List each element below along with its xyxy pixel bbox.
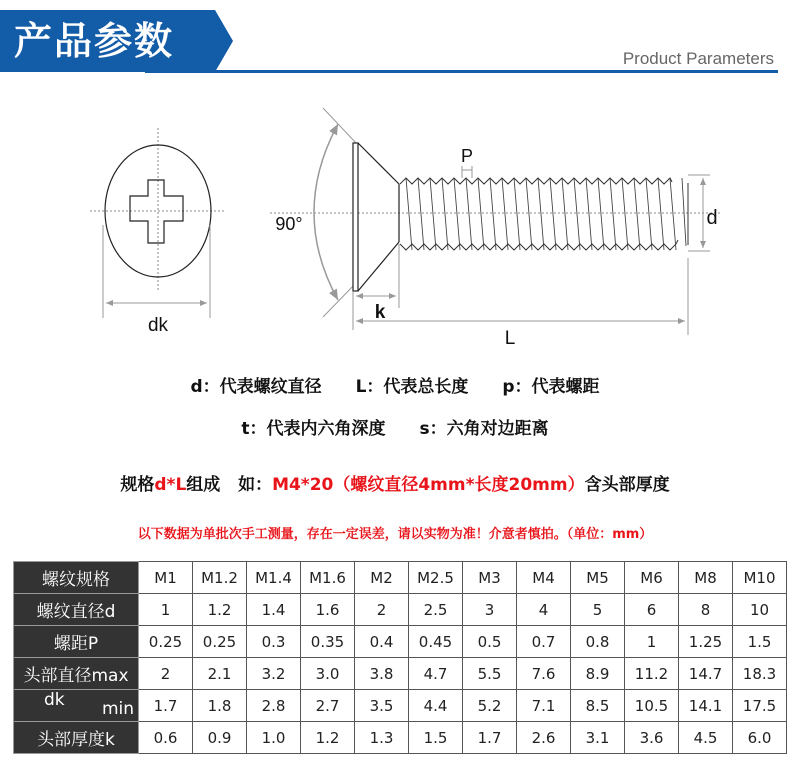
table-cell: 1.2 (301, 722, 355, 754)
table-cell: 1.2 (193, 594, 247, 626)
measurement-disclaimer: 以下数据为单批次手工测量，存在一定误差，请以实物为准！介意者慎拍。（单位：mm） (137, 527, 653, 542)
row-header: 螺纹规格 (14, 562, 139, 594)
table-cell: 2.7 (301, 690, 355, 722)
table-cell: 8.5 (571, 690, 625, 722)
spec-suffix: 组成 (186, 475, 221, 495)
table-row (14, 722, 787, 754)
table-cell: 0.6 (139, 722, 193, 754)
section-title: 产品参数 (14, 19, 175, 63)
spec-example-value: M4*20（螺纹直径4mm*长度20mm） (272, 475, 585, 495)
table-cell: M1.6 (301, 562, 355, 594)
table-cell: M1.4 (247, 562, 301, 594)
table-cell: 0.9 (193, 722, 247, 754)
table-cell: 18.3 (733, 658, 787, 690)
table-cell: M1.2 (193, 562, 247, 594)
legend-line-1 (0, 372, 790, 397)
table-cell: 0.35 (301, 626, 355, 658)
section-banner (0, 10, 230, 72)
spec-trailing: 含头部厚度 (584, 475, 670, 495)
table-cell: M2.5 (409, 562, 463, 594)
table-cell: 4.5 (679, 722, 733, 754)
table-cell: 1.5 (733, 626, 787, 658)
table-cell: 1.5 (409, 722, 463, 754)
table-cell: 7.6 (517, 658, 571, 690)
table-cell: 14.1 (679, 690, 733, 722)
legend-s: s：六角对边距离 (419, 419, 549, 439)
table-cell: M5 (571, 562, 625, 594)
angle-label: 90° (275, 214, 303, 234)
spec-formula: d*L (154, 475, 187, 495)
table-cell: 1.7 (139, 690, 193, 722)
spec-table (13, 561, 787, 754)
diameter-label: d (706, 207, 718, 229)
table-cell: 11.2 (625, 658, 679, 690)
screw-side-view (270, 108, 720, 335)
pitch-label: P (460, 146, 474, 166)
legend-line-2 (0, 414, 790, 439)
table-cell: M3 (463, 562, 517, 594)
table-cell: 0.25 (139, 626, 193, 658)
table-cell: M1 (139, 562, 193, 594)
screw-dimension-diagram (0, 95, 790, 360)
head-thickness-label: k (374, 302, 386, 323)
table-cell: 0.3 (247, 626, 301, 658)
table-cell: M6 (625, 562, 679, 594)
table-cell: 0.7 (517, 626, 571, 658)
table-cell: 1.25 (679, 626, 733, 658)
row-header: 螺距P (14, 626, 139, 658)
table-cell: 5.5 (463, 658, 517, 690)
table-cell: 1.3 (355, 722, 409, 754)
table-cell: 2.1 (193, 658, 247, 690)
table-cell: 2.6 (517, 722, 571, 754)
table-cell: M2 (355, 562, 409, 594)
table-row (14, 594, 787, 626)
table-cell: 0.45 (409, 626, 463, 658)
header-divider (145, 70, 778, 73)
table-cell: 17.5 (733, 690, 787, 722)
table-cell: 8 (679, 594, 733, 626)
table-row (14, 626, 787, 658)
table-cell: 2.8 (247, 690, 301, 722)
table-cell: 5 (571, 594, 625, 626)
row-header (14, 690, 139, 722)
table-cell: 3.2 (247, 658, 301, 690)
row-header: 螺纹直径d (14, 594, 139, 626)
spec-prefix: 规格 (120, 475, 155, 495)
table-cell: 1 (625, 626, 679, 658)
table-cell: 3.1 (571, 722, 625, 754)
table-row (14, 658, 787, 690)
legend-d: d：代表螺纹直径 (190, 377, 322, 397)
table-cell: 7.1 (517, 690, 571, 722)
head-top-view (90, 128, 225, 318)
table-cell: 3.8 (355, 658, 409, 690)
legend-L: L：代表总长度 (355, 377, 469, 397)
table-cell: M4 (517, 562, 571, 594)
table-cell: 3.6 (625, 722, 679, 754)
length-label: L (504, 328, 516, 349)
legend-p: p：代表螺距 (502, 377, 600, 397)
dk-label: dk (147, 315, 169, 336)
table-cell: 3.5 (355, 690, 409, 722)
table-cell: 0.25 (193, 626, 247, 658)
table-cell: 0.8 (571, 626, 625, 658)
table-cell: 8.9 (571, 658, 625, 690)
table-cell: 1.8 (193, 690, 247, 722)
table-cell: 6.0 (733, 722, 787, 754)
table-cell: 3 (463, 594, 517, 626)
table-cell: 10 (733, 594, 787, 626)
table-cell: 4 (517, 594, 571, 626)
table-cell: 10.5 (625, 690, 679, 722)
table-cell: 1 (139, 594, 193, 626)
section-subtitle: Product Parameters (622, 49, 774, 68)
table-cell: M10 (733, 562, 787, 594)
table-cell: 5.2 (463, 690, 517, 722)
table-cell: 2 (355, 594, 409, 626)
table-cell: 1.0 (247, 722, 301, 754)
table-cell: 14.7 (679, 658, 733, 690)
table-cell: 3.0 (301, 658, 355, 690)
table-cell: 0.5 (463, 626, 517, 658)
row-header-secondary: min (101, 699, 134, 719)
table-cell: M8 (679, 562, 733, 594)
legend-t: t：代表内六角深度 (241, 419, 386, 439)
table-cell: 1.6 (301, 594, 355, 626)
table-row (14, 690, 787, 722)
table-cell: 4.7 (409, 658, 463, 690)
row-header-primary: dk (44, 690, 65, 710)
table-cell: 1.7 (463, 722, 517, 754)
spec-format-line (0, 470, 790, 495)
row-header: 头部直径max (14, 658, 139, 690)
table-cell: 4.4 (409, 690, 463, 722)
spec-example-label: 如： (238, 475, 273, 495)
table-row (14, 562, 787, 594)
table-cell: 1.4 (247, 594, 301, 626)
table-cell: 2 (139, 658, 193, 690)
table-cell: 6 (625, 594, 679, 626)
row-header: 头部厚度k (14, 722, 139, 754)
table-cell: 2.5 (409, 594, 463, 626)
table-cell: 0.4 (355, 626, 409, 658)
